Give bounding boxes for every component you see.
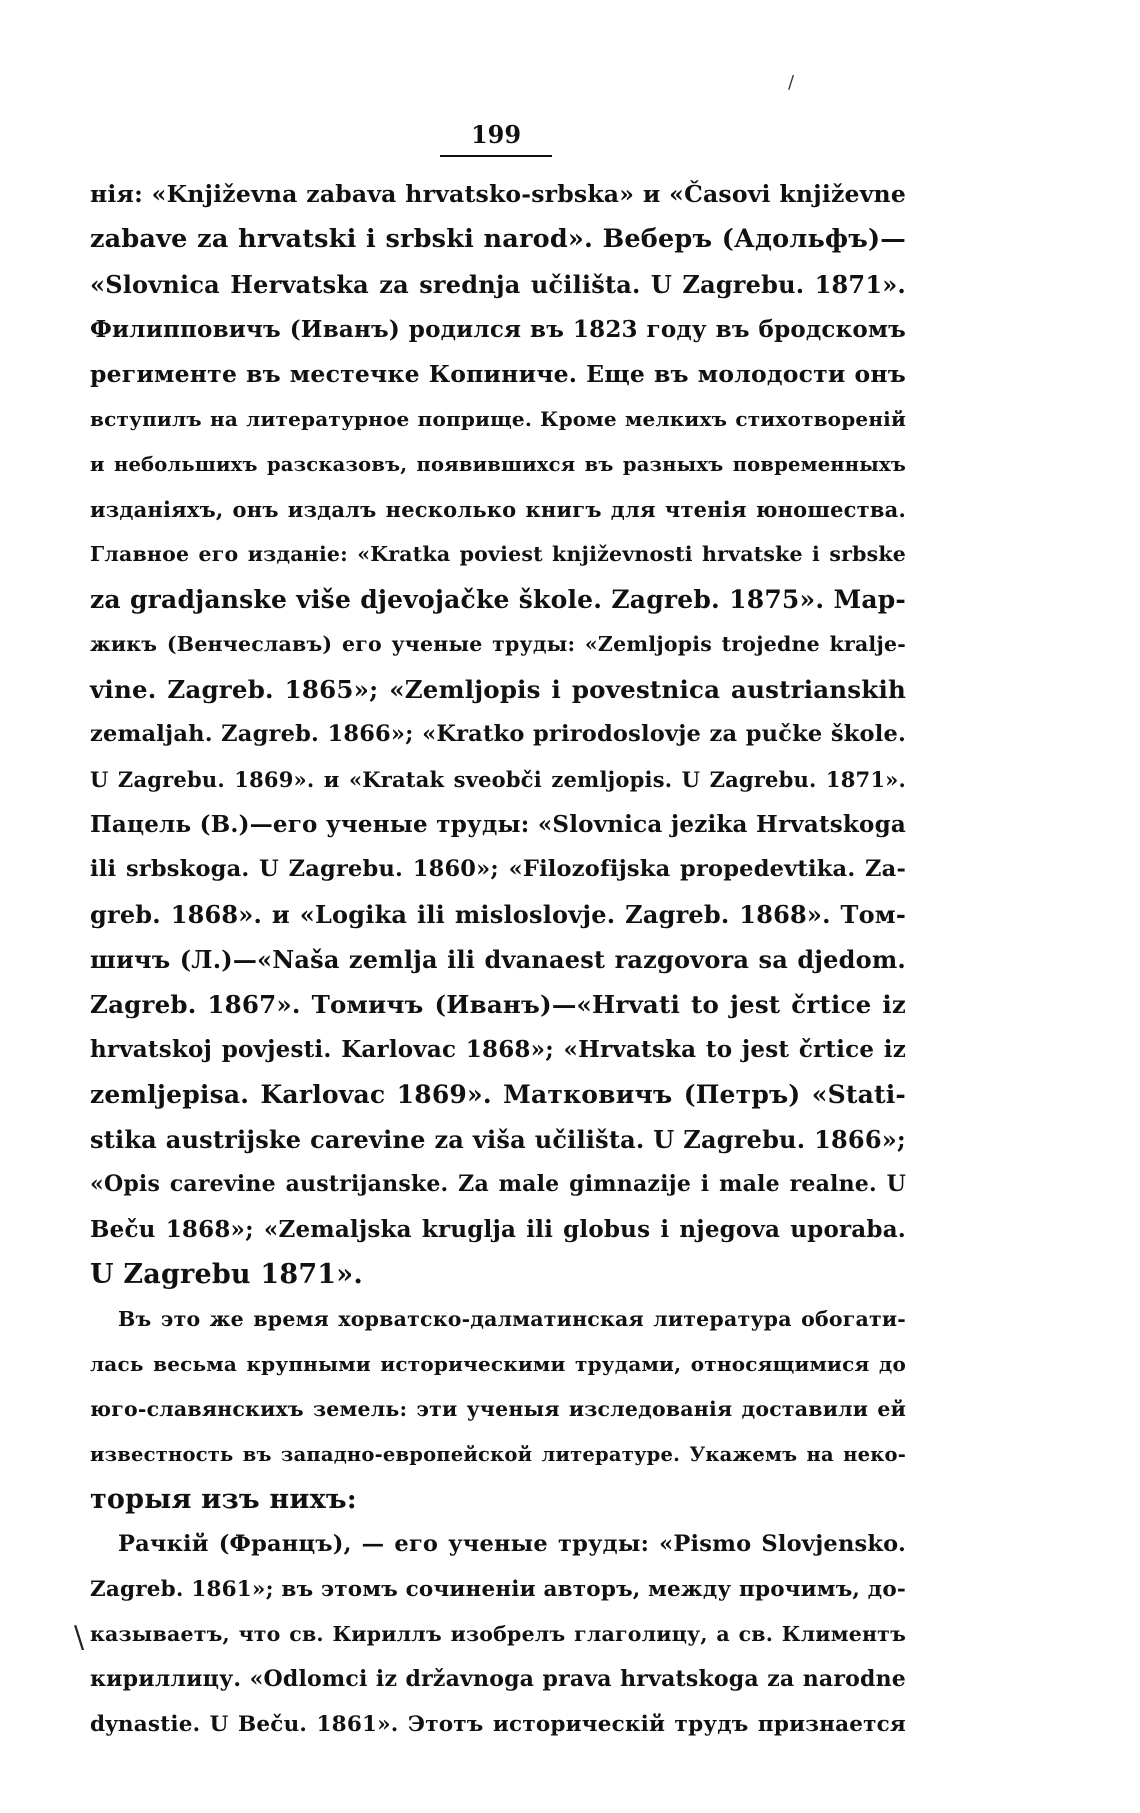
text-line: «Opis carevine austrijanske. Za male gimnazije i male realne. U <box>90 1171 906 1197</box>
text-line: hrvatskoj povjesti. Karlovac 1868»; «Hrvatska to jest črtice iz <box>90 1036 906 1063</box>
margin-mark-top: / <box>788 72 795 93</box>
text-line: vine. Zagreb. 1865»; «Zemljopis i povestnica austrianskih <box>90 675 906 704</box>
text-line: Въ это же время хорватско-далматинская литература обогати- <box>118 1307 906 1331</box>
text-line: Филипповичъ (Иванъ) родился въ 1823 году въ бродскомъ <box>90 316 906 343</box>
text-line: лась весьма крупными историческими трудами, относящимися до <box>90 1352 906 1376</box>
text-line: юго-славянскихъ земель: эти ученыя изследованія доставили ей <box>90 1397 906 1421</box>
text-line: и небольшихъ разсказовъ, появившихся въ разныхъ повременныхъ <box>90 453 906 476</box>
text-line: «Slovnica Hervatska za srednja učilišta. U Zagrebu. 1871». <box>90 270 906 299</box>
text-line: известность въ западно-европейской литературе. Укажемъ на неко- <box>90 1443 906 1466</box>
text-line: жикъ (Венчеславъ) его ученые труды: «Zemljopis trojedne kralje- <box>90 632 906 656</box>
text-line: кириллицу. «Odlomci iz državnoga prava hrvatskoga za narodne <box>90 1666 906 1692</box>
text-line: dynastie. U Beču. 1861». Этотъ историческій трудъ признается <box>90 1712 906 1737</box>
page-number: 199 <box>470 120 522 149</box>
text-line: вступилъ на литературное поприще. Кроме мелкихъ стихотвореній <box>90 407 906 431</box>
text-line: za gradjanske više djevojačke škole. Zagreb. 1875». Мар- <box>90 585 906 614</box>
text-line: Главное его изданіе: «Kratka poviest književnosti hrvatske i srbske <box>90 542 906 566</box>
text-line: изданіяхъ, онъ издалъ несколько книгъ для чтенія юношества. <box>90 497 906 522</box>
text-line: регименте въ местечке Копиниче. Еще въ молодости онъ <box>90 360 906 388</box>
text-line: шичъ (Л.)—«Naša zemlja ili dvanaest razgovora sa djedom. <box>90 945 906 974</box>
text-line: Zagreb. 1867». Томичъ (Иванъ)—«Hrvati to jest črtice iz <box>90 990 906 1019</box>
text-line: Рачкій (Францъ), — его ученые труды: «Pismo Slovjensko. <box>118 1531 906 1557</box>
text-line: stika austrijske carevine za viša učilišta. U Zagrebu. 1866»; <box>90 1125 906 1154</box>
text-line: Пацель (В.)—его ученые труды: «Slovnica jezika Hrvatskoga <box>90 811 906 838</box>
text-line: zemaljah. Zagreb. 1866»; «Kratko prirodoslovje za pučke škole. <box>90 721 906 747</box>
page-number-rule <box>440 155 552 157</box>
text-line: U Zagrebu 1871». <box>90 1259 363 1290</box>
text-line: ili srbskoga. U Zagrebu. 1860»; «Filozofijska propedevtika. Za- <box>90 856 906 882</box>
margin-mark-bottom: \ <box>74 1620 85 1655</box>
text-line: zabave za hrvatski i srbski narod». Веберъ (Адольфъ)— <box>90 224 906 254</box>
body-text <box>90 172 906 1747</box>
text-line: нія: «Književna zabava hrvatsko-srbska» и «Časovi književne <box>90 180 906 208</box>
text-line: zemljepisa. Karlovac 1869». Матковичъ (Петръ) «Stati- <box>90 1080 906 1109</box>
text-line: U Zagrebu. 1869». и «Kratak sveobči zemljopis. U Zagrebu. 1871». <box>90 767 906 792</box>
text-line: казываетъ, что св. Кириллъ изобрелъ глаголицу, а св. Климентъ <box>90 1622 906 1646</box>
text-line: Zagreb. 1861»; въ этомъ сочиненіи авторъ, между прочимъ, до- <box>90 1577 906 1602</box>
text-line: торыя изъ нихъ: <box>90 1484 357 1515</box>
text-line: greb. 1868». и «Logika ili misloslovje. Zagreb. 1868». Том- <box>90 900 906 929</box>
text-line: Beču 1868»; «Zemaljska kruglja ili globus i njegova uporaba. <box>90 1216 906 1243</box>
